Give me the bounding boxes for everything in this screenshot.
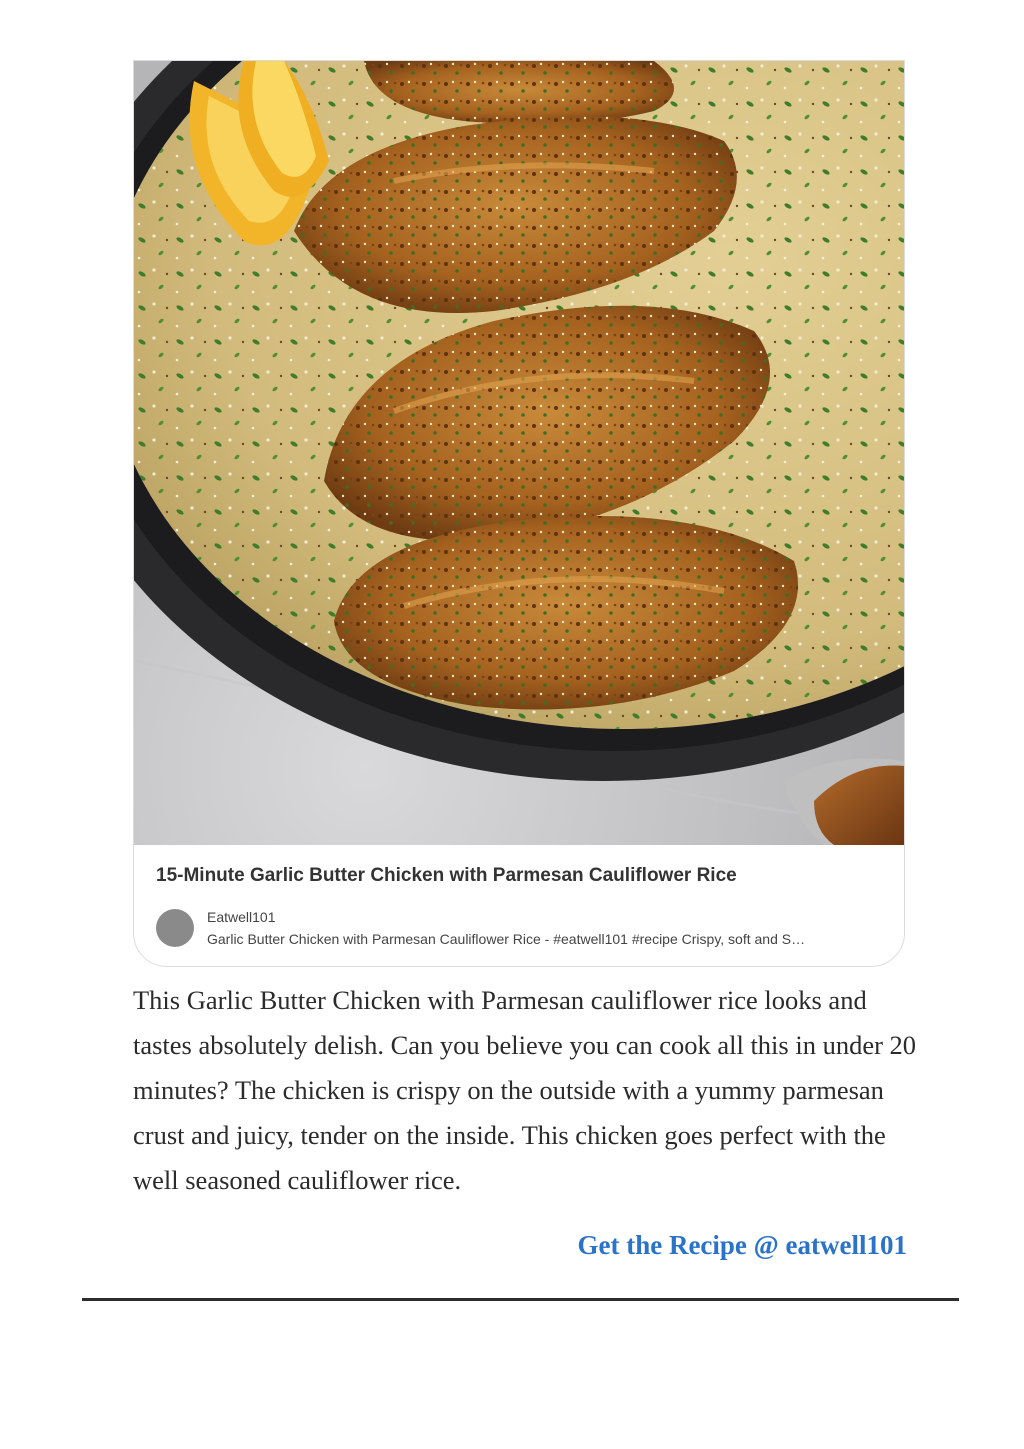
recipe-photo[interactable] [134,61,905,845]
get-recipe-link[interactable]: Get the Recipe @ eatwell101 [577,1230,907,1260]
recipe-description: This Garlic Butter Chicken with Parmesan cauliflower rice looks and tastes absolutely delish. Can you believe you can cook all this in under 20 minutes? The chicken is crispy on the outside with a yummy parmesan crust and juicy, tender on the inside. This chicken goes perfect with the well seasoned cauliflower rice. [133,985,917,1195]
source-description: Garlic Butter Chicken with Parmesan Cauliflower Rice - #eatwell101 #recipe Crispy, soft and S… [207,931,806,947]
avatar[interactable] [156,909,194,947]
pin-title[interactable]: 15-Minute Garlic Butter Chicken with Parmesan Cauliflower Rice [156,865,737,886]
pin-card[interactable] [133,60,905,967]
source-name[interactable]: Eatwell101 [207,909,276,925]
divider [82,1298,959,1301]
